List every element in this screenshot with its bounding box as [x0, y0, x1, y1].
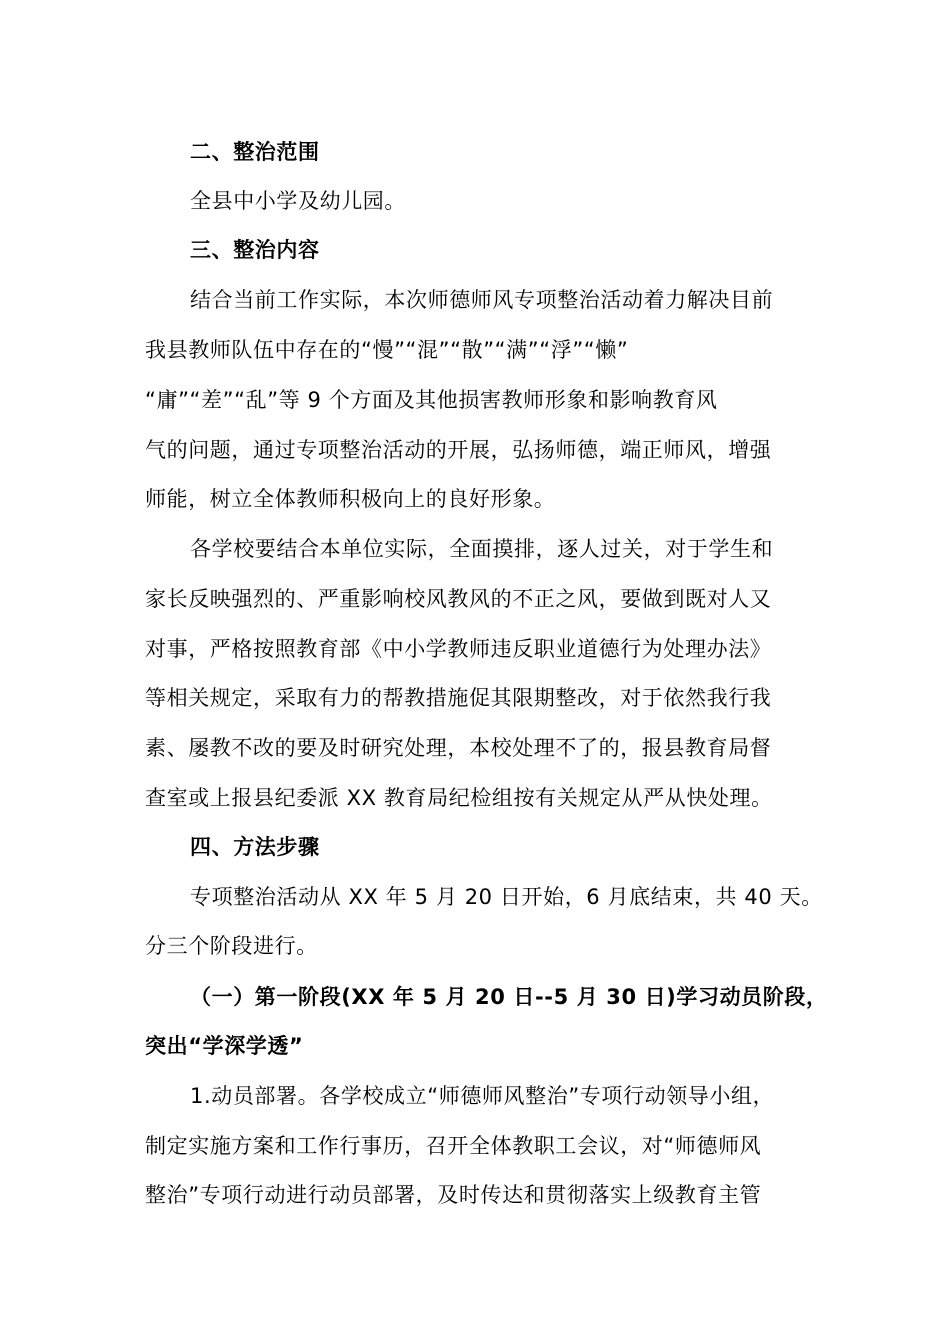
paragraph-line: “庸”“差”“乱”等 9 个方面及其他损害教师形象和影响教育风 — [145, 388, 718, 412]
paragraph-line: 气的问题，通过专项整治活动的开展，弘扬师德，端正师风，增强 — [145, 438, 772, 462]
paragraph-line: 结合当前工作实际，本次师德师风专项整治活动着力解决目前 — [190, 288, 774, 312]
paragraph-line: 师能，树立全体教师积极向上的良好形象。 — [145, 487, 556, 511]
paragraph-line: 对事，严格按照教育部《中小学教师违反职业道德行为处理办法》 — [145, 637, 772, 661]
heading-method-steps: 四、方法步骤 — [190, 835, 320, 859]
heading-scope: 二、整治范围 — [190, 140, 320, 164]
paragraph-line: 全县中小学及幼儿园。 — [190, 189, 406, 213]
paragraph-line: 专项整治活动从 XX 年 5 月 20 日开始，6 月底结束，共 40 天。 — [190, 885, 823, 909]
paragraph-line: 家长反映强烈的、严重影响校风教风的不正之风，要做到既对人又 — [145, 587, 772, 611]
paragraph-line: 我县教师队伍中存在的“慢”“混”“散”“满”“浮”“懒” — [145, 338, 629, 362]
heading-phase-one-cont: 突出“学深学透” — [145, 1034, 304, 1058]
paragraph-line: 素、屡教不改的要及时研究处理，本校处理不了的，报县教育局督 — [145, 736, 772, 760]
paragraph-line: 各学校要结合本单位实际，全面摸排，逐人过关，对于学生和 — [190, 537, 774, 561]
paragraph-line: 整治”专项行动进行动员部署，及时传达和贯彻落实上级教育主管 — [145, 1183, 762, 1207]
heading-phase-one: （一）第一阶段(XX 年 5 月 20 日--5 月 30 日)学习动员阶段， — [190, 985, 828, 1009]
paragraph-line: 1.动员部署。各学校成立“师德师风整治”专项行动领导小组， — [190, 1084, 775, 1108]
heading-content: 三、整治内容 — [190, 238, 320, 262]
paragraph-line: 查室或上报县纪委派 XX 教育局纪检组按有关规定从严从快处理。 — [145, 786, 773, 810]
paragraph-line: 分三个阶段进行。 — [145, 934, 318, 958]
paragraph-line: 等相关规定，采取有力的帮教措施促其限期整改，对于依然我行我 — [145, 686, 772, 710]
paragraph-line: 制定实施方案和工作行事历，召开全体教职工会议，对“师德师风 — [145, 1134, 762, 1158]
